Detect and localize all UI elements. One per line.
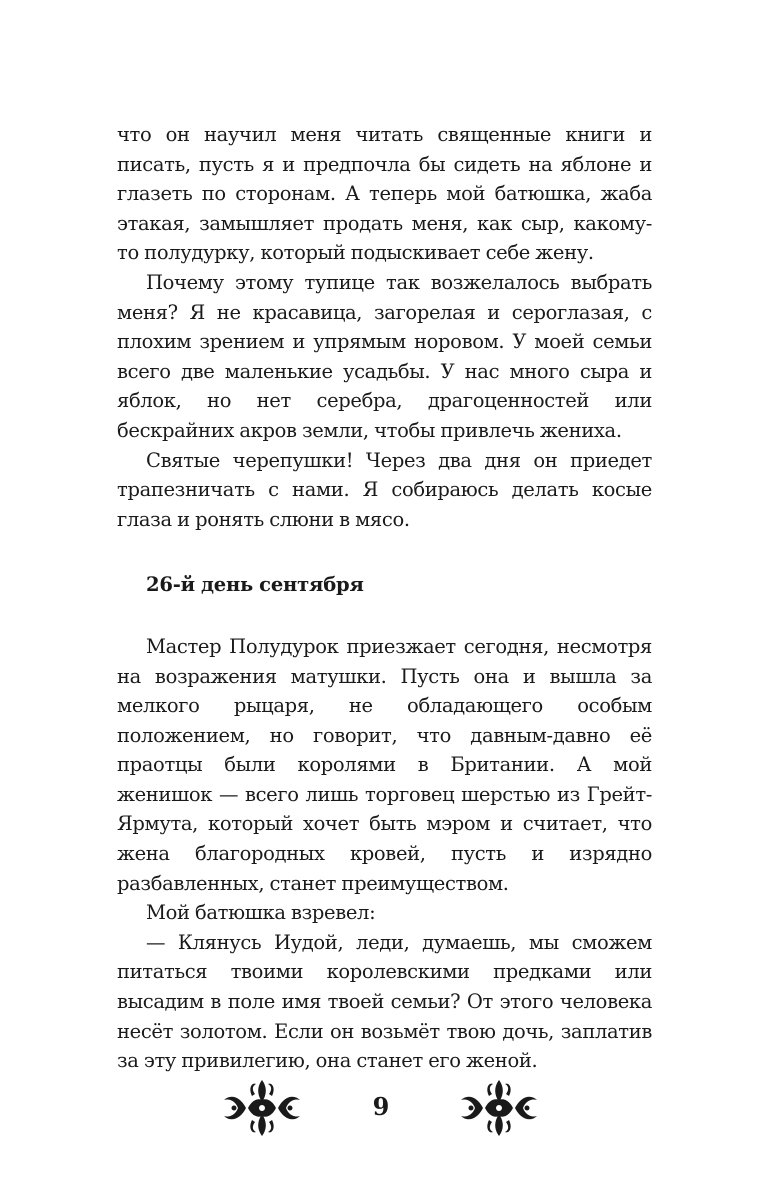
page-number: 9 bbox=[372, 1092, 390, 1121]
diary-date-heading: 26-й день сентября bbox=[146, 573, 364, 597]
paragraph-1: что он научил меня читать священные книги и писать, пусть я и предпочла бы сидеть на яблоне и глазеть по сторонам. А теперь мой батюшка, жаба этакая, замышляет продать меня, как сыр, какому-то полудурку, который подыскивает себе жену. bbox=[117, 123, 652, 265]
page-text bbox=[117, 120, 652, 1076]
paragraph-5: Мой батюшка взревел: bbox=[146, 901, 376, 925]
paragraph-4: Мастер Полудурок приезжает сегодня, несмотря на возражения матушки. Пусть она и вышла за мелкого рыцаря, не обладающего особым положением, но говорит, что давным-давно её праотцы были королями в Британии. А мой женишок — всего лишь торговец шерстью из Грейт-Ярмута, который хочет быть мэром и считает, что жена благородных кровей, пусть и изрядно разбавленных, станет преимуществом. bbox=[117, 634, 652, 895]
paragraph-2: Почему этому тупице так возжелалось выбрать меня? Я не красавица, загорелая и сероглазая, с плохим зрением и упрямым норовом. У моей семьи всего две маленькие усадьбы. У нас много сыра и яблок, но нет серебра, драгоценностей или бескрайних акров земли, чтобы привлечь жениха. bbox=[117, 270, 652, 442]
floral-ornament-icon bbox=[222, 1078, 302, 1138]
paragraph-6: — Клянусь Иудой, леди, думаешь, мы сможем питаться твоими королевскими предками или высадим в поле имя твоей семьи? От этого человека несёт золотом. Если он возьмёт твою дочь, заплатив за эту привилегию, она станет его женой. bbox=[117, 930, 652, 1073]
page-footer bbox=[0, 1078, 763, 1138]
floral-ornament-icon bbox=[459, 1078, 539, 1138]
paragraph-3: Святые черепушки! Через два дня он приедет трапезничать с нами. Я собираюсь делать косые глаза и ронять слюни в мясо. bbox=[117, 448, 652, 531]
